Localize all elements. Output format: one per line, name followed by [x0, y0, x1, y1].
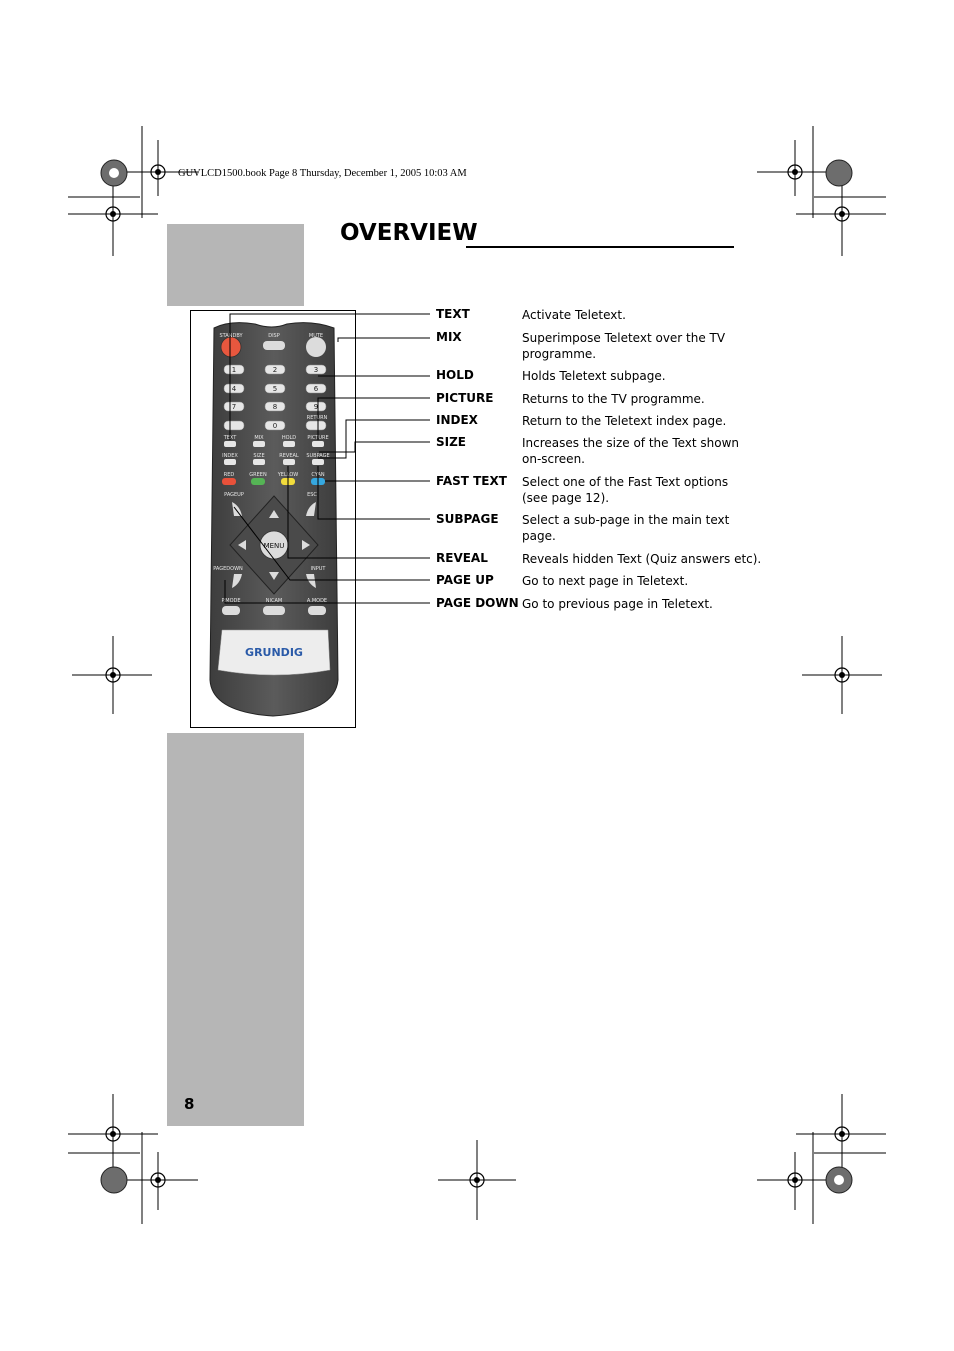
feature-term-index: INDEX: [436, 413, 478, 427]
feature-term-hold: HOLD: [436, 368, 474, 382]
svg-text:RED: RED: [223, 472, 235, 478]
feature-desc-size: Increases the size of the Text shown on-screen.: [522, 436, 740, 466]
svg-text:5: 5: [272, 385, 278, 393]
mute-button: [306, 337, 326, 357]
feature-term-page-up: PAGE UP: [436, 573, 494, 587]
svg-text:SUBPAGE: SUBPAGE: [306, 453, 330, 459]
svg-text:2: 2: [272, 366, 278, 374]
feature-term-page-down: PAGE DOWN: [436, 596, 519, 610]
feature-desc-page-down: Go to previous page in Teletext.: [522, 597, 713, 611]
svg-text:1: 1: [231, 366, 237, 374]
pmode-key: [222, 606, 240, 615]
disp-button: [263, 341, 285, 350]
svg-text:ESC: ESC: [307, 492, 317, 498]
print-header: GUVLCD1500.book Page 8 Thursday, December 1, 2005 10:03 AM: [178, 168, 467, 179]
amode-key: [308, 606, 326, 615]
feature-term-text: TEXT: [436, 307, 470, 321]
feature-term-size: SIZE: [436, 435, 467, 449]
svg-text:MIX: MIX: [254, 435, 264, 441]
svg-text:TEXT: TEXT: [223, 435, 237, 441]
svg-text:6: 6: [313, 385, 319, 393]
feature-desc-hold: Holds Teletext subpage.: [522, 369, 666, 383]
feature-desc-mix: Superimpose Teletext over the TV programme.: [522, 331, 726, 361]
svg-text:A.MODE: A.MODE: [306, 598, 328, 604]
svg-text:HOLD: HOLD: [281, 435, 297, 441]
menu-label: MENU: [263, 542, 285, 550]
svg-text:CYAN: CYAN: [311, 472, 325, 478]
nicam-key: [263, 606, 285, 615]
feature-desc-text: Activate Teletext.: [522, 308, 626, 322]
svg-text:MUTE: MUTE: [308, 333, 324, 339]
page-number: 8: [184, 1095, 195, 1113]
svg-text:9: 9: [313, 403, 319, 411]
feature-desc-page-up: Go to next page in Teletext.: [522, 574, 689, 588]
feature-desc-fast-text: Select one of the Fast Text options (see page 12).: [522, 475, 729, 505]
page-title: OVERVIEW: [340, 220, 478, 246]
grundig-logo: GRUNDIG: [245, 646, 303, 659]
svg-text:INDEX: INDEX: [222, 453, 238, 459]
feature-term-reveal: REVEAL: [436, 551, 488, 565]
svg-text:DISP: DISP: [268, 333, 280, 339]
feature-term-mix: MIX: [436, 330, 462, 344]
feature-term-fast-text: FAST TEXT: [436, 474, 507, 488]
feature-term-picture: PICTURE: [436, 391, 494, 405]
svg-text:INPUT: INPUT: [310, 566, 326, 572]
svg-text:NICAM: NICAM: [265, 598, 283, 604]
standby-button: [221, 337, 241, 357]
svg-text:YELLOW: YELLOW: [277, 472, 299, 478]
svg-text:P.MODE: P.MODE: [221, 598, 241, 604]
green-key: [251, 478, 265, 485]
svg-text:7: 7: [231, 403, 237, 411]
feature-desc-subpage: Select a sub-page in the main text page.: [522, 513, 730, 543]
svg-text:STANDBY: STANDBY: [219, 333, 243, 339]
svg-text:4: 4: [231, 385, 237, 393]
svg-text:PICTURE: PICTURE: [307, 435, 329, 441]
feature-desc-index: Return to the Teletext index page.: [522, 414, 727, 428]
feature-desc-picture: Returns to the TV programme.: [522, 392, 705, 406]
feature-term-subpage: SUBPAGE: [436, 512, 499, 526]
svg-text:PAGEUP: PAGEUP: [224, 492, 244, 498]
svg-text:SIZE: SIZE: [253, 453, 265, 459]
red-key: [222, 478, 236, 485]
svg-text:3: 3: [313, 366, 319, 374]
svg-text:GREEN: GREEN: [249, 472, 267, 478]
svg-text:RETURN: RETURN: [306, 415, 328, 421]
svg-text:0: 0: [272, 422, 278, 430]
svg-text:REVEAL: REVEAL: [279, 453, 299, 459]
feature-desc-reveal: Reveals hidden Text (Quiz answers etc).: [522, 552, 762, 566]
svg-text:8: 8: [272, 403, 278, 411]
svg-text:PAGEDOWN: PAGEDOWN: [213, 566, 243, 572]
